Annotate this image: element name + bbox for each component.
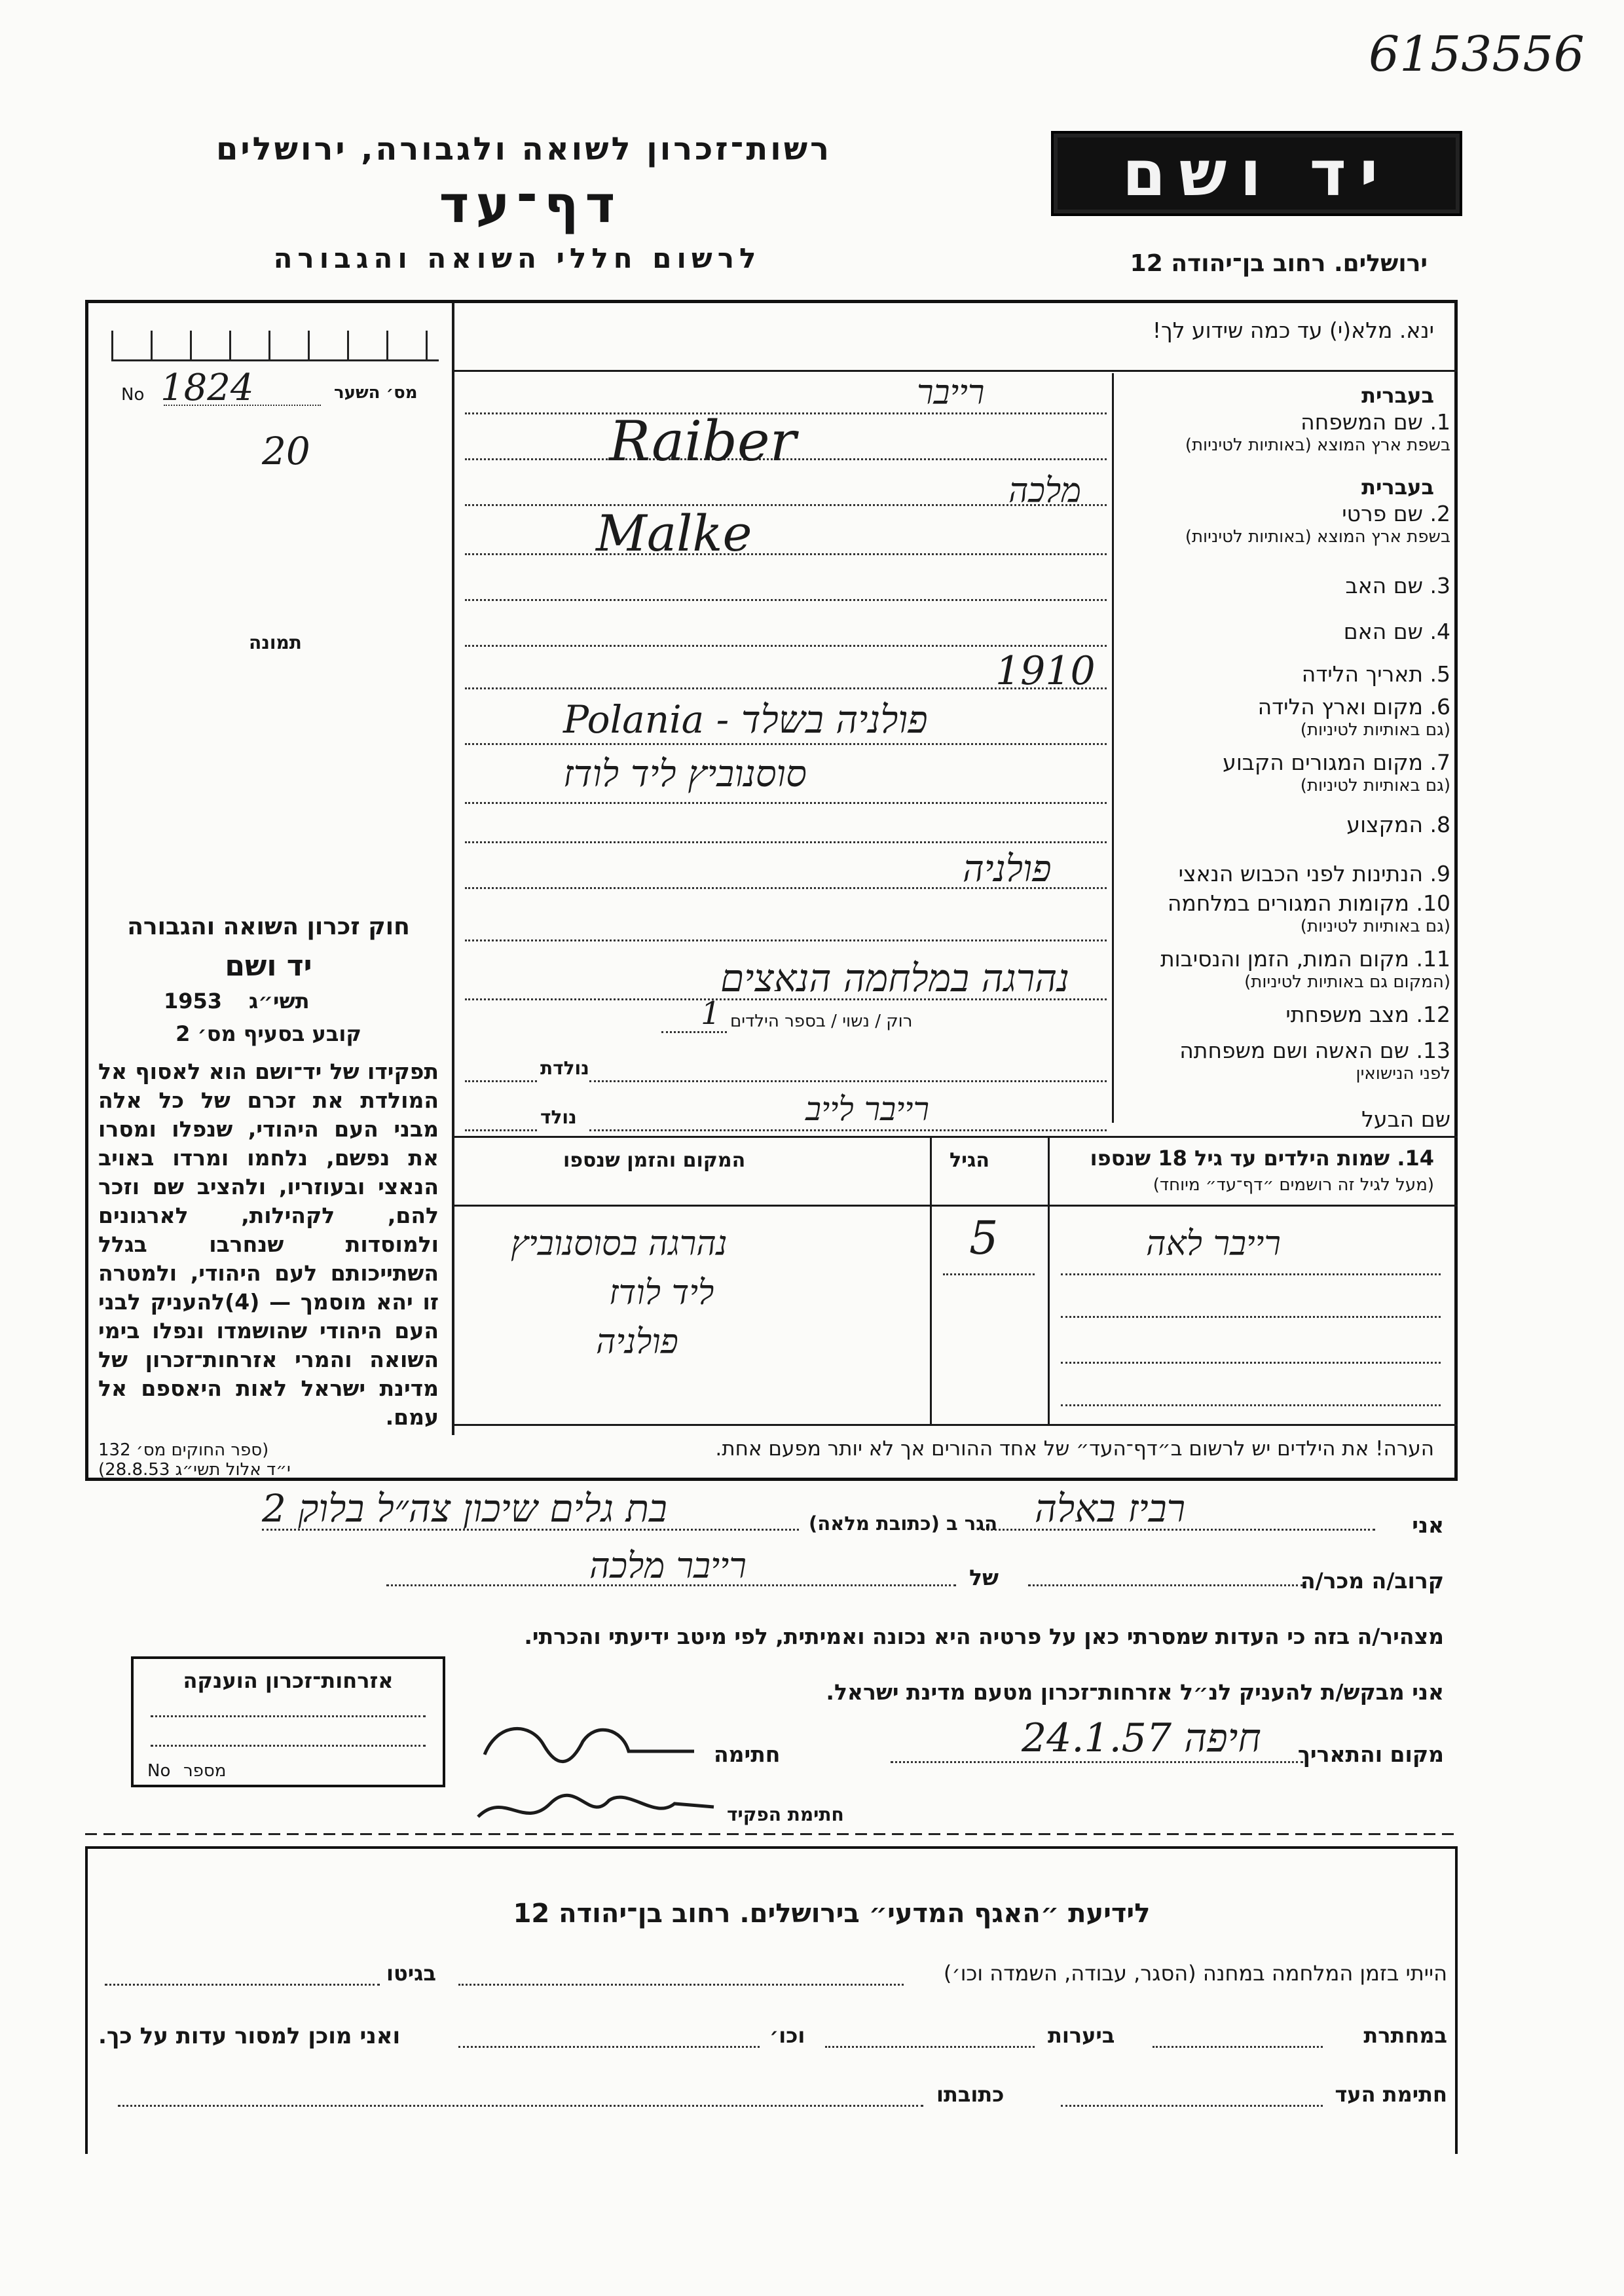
- child-age-value: 5: [969, 1211, 999, 1265]
- father-name-label: 3. שם האב: [1345, 573, 1450, 598]
- surname-label: 1. שם המשפחה: [1301, 409, 1450, 435]
- children-label: 14. שמות הילדים עד גיל 18 שנספו: [1090, 1146, 1434, 1171]
- bottom-title: לידיעת ״האגף המדעי״ בירושלים. רחוב בן־יהודה 12: [513, 1899, 1151, 1929]
- hebrew-tag-1: בעברית: [1361, 383, 1434, 408]
- official-signature: [471, 1777, 720, 1836]
- memorial-box-title: אזרחות־זכרון הוענקה: [183, 1668, 394, 1693]
- law-name: יד ושם: [225, 949, 312, 983]
- child-name-value: רייבר לאה: [1146, 1224, 1281, 1264]
- first-name-latin-value: Malke: [596, 504, 752, 562]
- yad-vashem-logo: [1051, 131, 1462, 216]
- death-place-label: 11. מקום המות, הזמן והנסיבות: [1160, 946, 1450, 972]
- relative-label: קרוב/ה מכר/ה: [1301, 1568, 1444, 1594]
- husband-name-value: רייבר לייב: [805, 1090, 930, 1128]
- child-place-value-3: פולניה: [596, 1322, 678, 1362]
- registry-no-label: No: [121, 385, 145, 405]
- etc-label: וכו׳: [769, 2023, 805, 2048]
- citizenship-label: 9. הנתינות לפני הכבוש הנאצי: [1178, 861, 1450, 886]
- wife-born-label: נולדת: [540, 1057, 589, 1079]
- citizenship-value: פולניה: [963, 848, 1052, 890]
- hebrew-tag-2: בעברית: [1361, 475, 1434, 500]
- memorial-no-label: No: [147, 1761, 171, 1781]
- law-title: חוק זכרון השואה והגבורה: [127, 913, 410, 940]
- instruction-text: ינא. מלא(י) עד כמה שידוע לך!: [1152, 318, 1434, 343]
- marital-status-options: רוק / נשוי / בספר הילדים: [730, 1011, 913, 1031]
- place-time-header: המקום והזמן שנספו: [563, 1149, 746, 1172]
- wife-name-note: לפני הנישואין: [1356, 1064, 1450, 1084]
- first-name-hebrew-value: מלכה: [1008, 471, 1082, 511]
- form-subtitle: לרשום חללי השואה והגבורה: [273, 242, 762, 274]
- birth-date-value: 1910: [995, 648, 1096, 694]
- witness-signature-label: חתימת העד: [1335, 2082, 1447, 2107]
- witness-address-label: כתובתו: [936, 2082, 1005, 2107]
- memorial-number-label: מספר: [183, 1761, 227, 1781]
- child-place-value-2: ליד לודז: [609, 1273, 714, 1313]
- underground-label: במחתרת: [1363, 2023, 1447, 2048]
- surname-note: בשפת ארץ המוצא (באותיות לטיניות): [1185, 435, 1450, 455]
- mother-name-label: 4. שם האם: [1343, 619, 1450, 644]
- declarant-signature: [471, 1715, 707, 1774]
- registry-number: 1824: [160, 367, 254, 409]
- camp-label: הייתי בזמן המלחמה במחנה (הסגר, עבודה, השמדה וכו׳): [943, 1961, 1447, 1986]
- surname-latin-value: Raiber: [609, 409, 796, 473]
- occupation-label: 8. המקצוע: [1346, 812, 1450, 837]
- photo-label: תמונה: [249, 632, 302, 653]
- ghetto-label: בגיטו: [386, 1961, 436, 1986]
- column-divider: [452, 302, 454, 1435]
- children-note: (מעל לגיל זה רושמים ״דף־עד״ מיוחד): [1153, 1175, 1434, 1195]
- husband-name-label: שם הבעל: [1361, 1106, 1450, 1132]
- remark-text: הערה! את הילדים יש לרשום ב״דף־העד״ של אחד ההורים אך לא יותר מפעם אחת.: [715, 1437, 1434, 1461]
- birthplace-value: פולניה בשלד - Polania: [563, 697, 928, 742]
- declarant-name-value: רביז באלה: [1035, 1486, 1186, 1531]
- resides-label: הגר ב (כתובת מלאה): [809, 1512, 998, 1535]
- law-citation-1: (ספר החוקים מס׳ 132: [98, 1440, 269, 1460]
- birthplace-label: 6. מקום וארץ הלידה: [1257, 694, 1450, 720]
- institution-address: ירושלים. רחוב בן־יהודה 12: [1130, 250, 1428, 277]
- bottom-section: [85, 1846, 1458, 2154]
- surname-hebrew-value: רייבר: [917, 373, 985, 412]
- wife-name-label: 13. שם האשה ושם משפחתה: [1179, 1038, 1450, 1063]
- statement-text: מצהיר/ה בזה כי העדות שמסרתי כאן על פרטיה היא נכונה ואמיתית, לפי מיטב ידיעתי והכרתי.: [524, 1624, 1444, 1649]
- death-place-value: נהרגה במלחמה הנאצים: [720, 956, 1069, 1000]
- law-citation-2: י״ד אלול תשי״ג 28.8.53): [98, 1460, 291, 1480]
- wartime-residence-note: (גם באותיות לטיניות): [1300, 917, 1450, 936]
- registry-number-label: מס׳ השער: [334, 383, 418, 403]
- first-name-label: 2. שם פרטי: [1342, 501, 1450, 526]
- husband-born-label: נולד: [540, 1106, 577, 1128]
- document-number: 6153556: [1369, 26, 1585, 82]
- label-divider: [1112, 373, 1114, 1123]
- request-text: אני מבקש/ת להעניק לנ״ל אזרחות־זכרון מטעם מדינת ישראל.: [826, 1679, 1444, 1705]
- place-date-value: חיפה 24.1.57: [1022, 1715, 1261, 1761]
- signature-label: חתימה: [714, 1741, 781, 1767]
- child-place-value-1: נהרגה בסוסנוביץ: [511, 1224, 728, 1264]
- marital-status-label: 12. מצב משפחתי: [1285, 1002, 1450, 1027]
- authority-name: רשות־זכרון לשואה ולגבורה, ירושלים: [215, 131, 832, 168]
- place-date-label: מקום והתאריך: [1297, 1741, 1444, 1767]
- age-header: הגיל: [950, 1149, 989, 1172]
- form-title: דף־עד: [439, 175, 622, 234]
- logo-text: יד ושם: [1122, 137, 1392, 210]
- law-body: תפקידו של יד־ושם הוא לאסוף אל המולדת את זכרם של כל אלה מבני העם היהודי, שנפלו ומסרו את נפשם, נלחמו ומרדו באויב הנאצי ובעוזריו, ולהציב שם וזכר להם, לקהילות, לארגונים ולמוסדות שנחרבו בגלל השתייכותם לעם היהודי, ולמטרה זו יהא מוסמך — (4)להעניק לבני העם היהודי שהושמדו ונפלו בימי השואה והמרי אזרחות־זכרון של מדינת ישראל לאות היאספם אל עמם.: [98, 1059, 439, 1430]
- residence-value: סוסנוביץ ליד לודז: [563, 753, 807, 795]
- deceased-name-value: רייבר מלכה: [589, 1545, 747, 1586]
- death-place-note: (המקום גם באותיות לטיניות): [1244, 972, 1450, 992]
- law-year-hebrew: תשי״ג: [249, 989, 310, 1013]
- declarant-address-value: בת גלים שיכון צה״ל בלוק 2: [262, 1486, 667, 1531]
- wartime-residence-label: 10. מקומות המגורים במלחמה: [1167, 890, 1450, 916]
- testimony-ready-label: ואני מוכן למסור עדות על כך.: [98, 2023, 401, 2049]
- residence-note: (גם באותיות לטיניות): [1300, 776, 1450, 795]
- birthplace-note: (גם באותיות לטיניות): [1300, 720, 1450, 740]
- residence-label: 7. מקום המגורים הקבוע: [1223, 750, 1450, 775]
- law-year: 1953: [164, 989, 223, 1013]
- law-clause: קובע בסעיף מס׳ 2: [175, 1021, 361, 1046]
- tick-marks: [111, 331, 439, 361]
- birth-date-label: 5. תאריך הלידה: [1301, 661, 1450, 687]
- cut-line: [85, 1833, 1458, 1835]
- official-signature-label: חתימת הפקיד: [727, 1804, 844, 1825]
- of-label: של: [969, 1565, 999, 1590]
- i-label: אני: [1412, 1512, 1444, 1538]
- marital-status-value: 1: [701, 995, 721, 1032]
- forests-label: ביערות: [1048, 2023, 1115, 2048]
- registry-suffix: 20: [262, 429, 310, 473]
- first-name-note: בשפת ארץ המוצא (באותיות לטיניות): [1185, 527, 1450, 547]
